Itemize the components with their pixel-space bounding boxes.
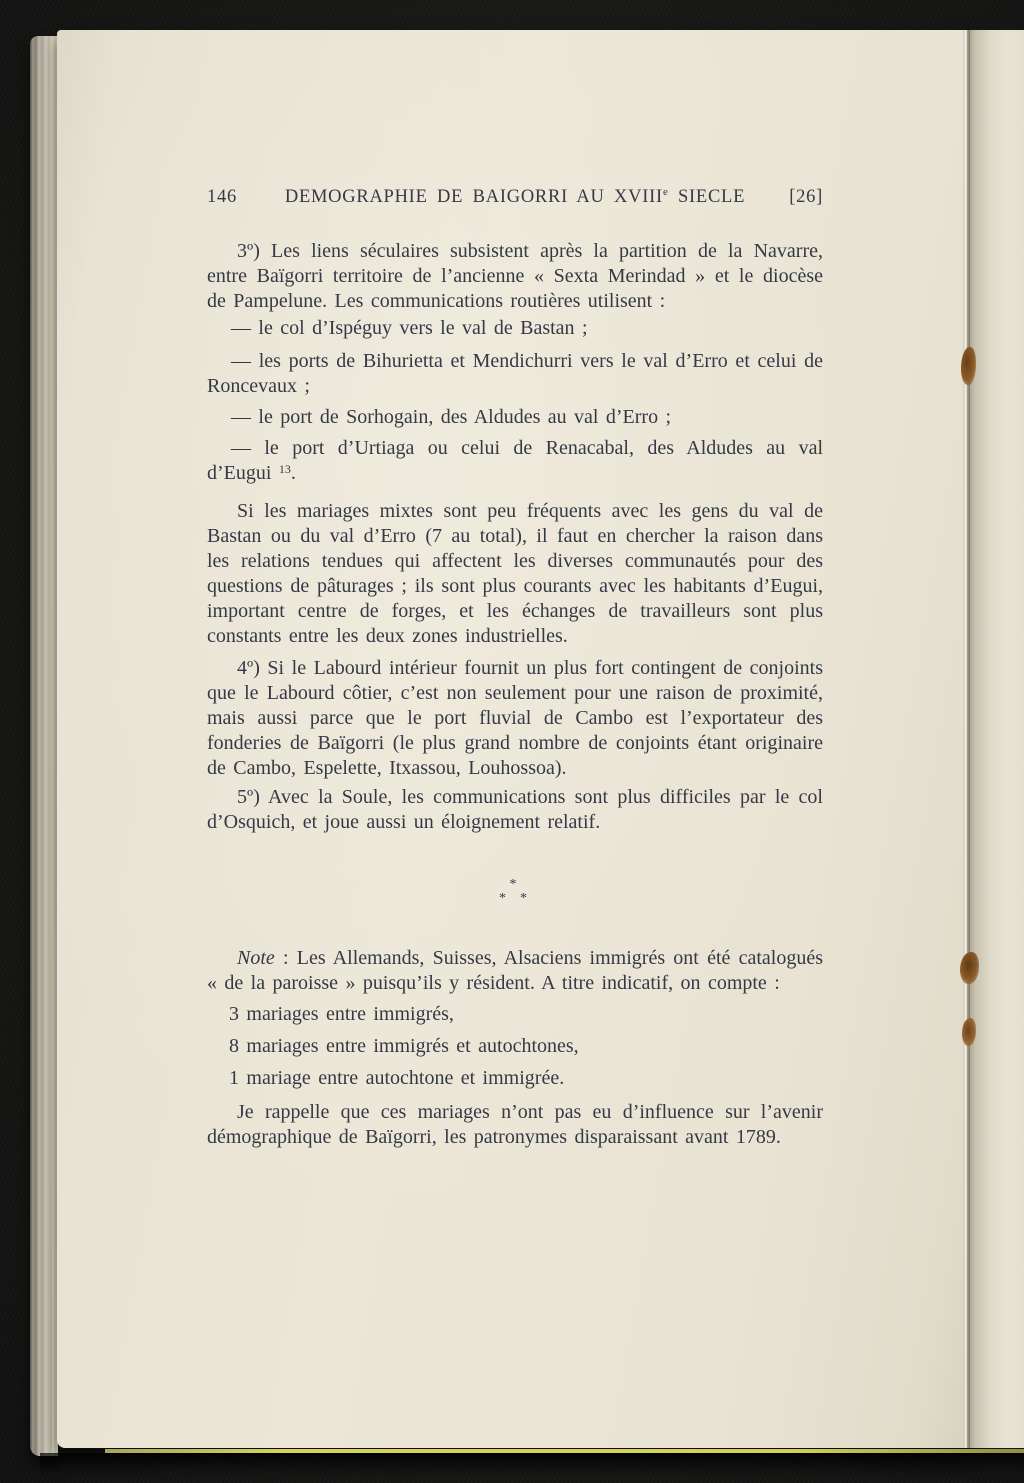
- route-item-ispeguy: — le col d’Ispéguy vers le val de Bastan ;: [231, 317, 588, 339]
- page-stack-highlight: [50, 40, 52, 1452]
- note-text: : Les Allemands, Suisses, Alsaciens immigrés ont été catalogués « de la paroisse » puisqu’ils y résident. A titre indicatif, on compte :: [207, 947, 823, 994]
- book-page: [57, 30, 969, 1448]
- note-label: Note: [237, 947, 275, 969]
- running-title: [277, 185, 753, 210]
- paragraph-rappel: Je rappelle que ces mariages n’ont pas eu d’influence sur l’avenir démographique de Baïgorri, les patronymes disparaissant avant 1789.: [207, 1101, 823, 1148]
- page-content: [207, 185, 823, 1150]
- footnote-ref-13: 13: [278, 462, 291, 476]
- route-urtiaga-period: .: [290, 462, 296, 484]
- route-item-sorhogain: — le port de Sorhogain, des Aldudes au val d’Erro ;: [231, 406, 672, 428]
- page-gutter-crease: [962, 30, 970, 1448]
- asterism-bottom: * *: [499, 891, 531, 906]
- adjacent-page-edge: [969, 30, 1024, 1448]
- page-bottom-shadow: [40, 1453, 1024, 1475]
- running-title-main: DEMOGRAPHIE DE BAIGORRI AU XVIII: [284, 187, 663, 207]
- marriage-count-item: 1 mariage entre autochtone et immigrée.: [229, 1067, 565, 1089]
- bracket-reference: [26]: [789, 187, 823, 207]
- paragraph-mariages: Si les mariages mixtes sont peu fréquents avec les gens du val de Bastan ou du val d’Erro (7 au total), il faut en chercher la raison dans les relations tendues qui affectent les diverses communautés pour des questions de pâturages ; ils sont plus courants avec les habitants d’Eugui, important centre de forges, et les échanges de travailleurs sont plus constants entre les deux zones industrielles.: [207, 500, 823, 647]
- paragraph-soule: 5º) Avec la Soule, les communications sont plus difficiles par le col d’Osquich, et joue aussi un éloignement relatif.: [207, 786, 823, 833]
- asterism-top: *: [509, 877, 521, 892]
- route-item-bihurietta: — les ports de Bihurietta et Mendichurri vers le val d’Erro et celui de Roncevaux ;: [207, 350, 823, 397]
- paragraph-partition: 3º) Les liens séculaires subsistent après la partition de la Navarre, entre Baïgorri territoire de l’ancienne « Sexta Merindad » et le diocèse de Pampelune. Les communications routières utilisent :: [207, 240, 823, 312]
- page-number: 146: [207, 187, 237, 207]
- page-stack-edge: [30, 36, 58, 1456]
- running-title-tail: SIECLE: [668, 187, 746, 207]
- running-header: [207, 185, 823, 210]
- asterism-separator: [207, 878, 823, 906]
- marriage-count-item: 8 mariages entre immigrés et autochtones,: [229, 1035, 579, 1057]
- route-item-urtiaga: [207, 436, 823, 486]
- paragraph-labourd: 4º) Si le Labourd intérieur fournit un plus fort contingent de conjoints que le Labourd côtier, c’est non seulement pour une raison de proximité, mais aussi parce que le port fluvial de Cambo est l’exportateur des fonderies de Baïgorri (le plus grand nombre de conjoints étant originaire de Cambo, Espelette, Itxassou, Louhossoa).: [207, 657, 823, 779]
- marriage-count-item: 3 mariages entre immigrés,: [229, 1003, 454, 1025]
- route-urtiaga-text: — le port d’Urtiaga ou celui de Renacabal, des Aldudes au val d’Eugui: [207, 437, 823, 484]
- paragraph-note: [207, 946, 823, 996]
- running-title-superscript: e: [662, 186, 669, 198]
